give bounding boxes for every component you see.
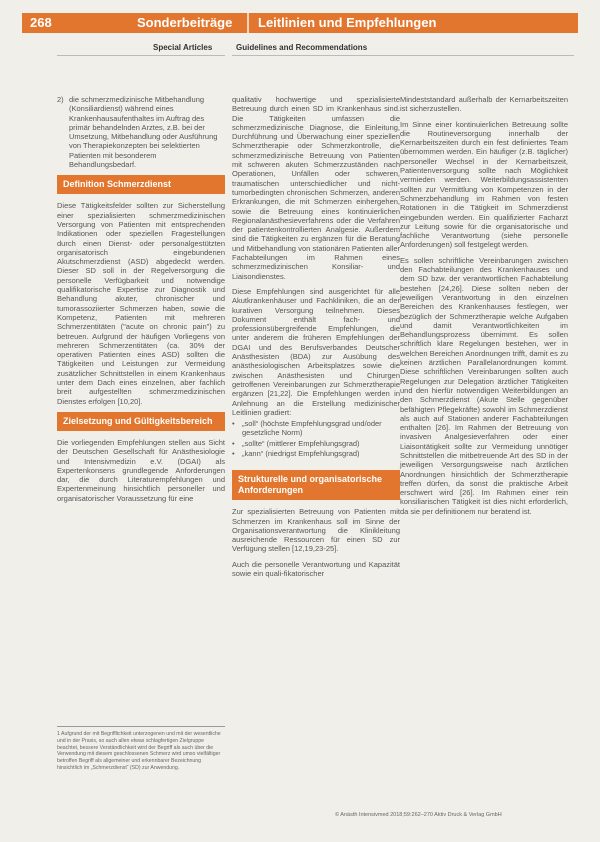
section-heading-scope: Zielsetzung und Gültigkeitsbereich bbox=[57, 412, 225, 431]
header-rule-left bbox=[57, 55, 225, 56]
column-3 bbox=[400, 95, 568, 522]
paragraph: Es sollen schriftliche Vereinbarungen zwischen den Fachabteilungen des Krankenhauses und dem SD bzw. der verantwortlichen Fachabteilung bestehen [24,26]. Diese sollten neben der jeweiligen Verantwortung in den einzelnen Bereichen des Krankenhauses festlegen, wer bezüglich der Schmerztherapie welche Aufgaben und damit Verantwortlichkeiten im Behandlungsprozess übernimmt. Es sollen schriftlich klare Regelungen bestehen, wer in welchen Bereichen Anordnungen trifft, damit es zu keinen ärztlichen Parallelanordnungen kommt. Diese schriftlichen Vereinbarungen sollten auch Regelungen zur Delegation ärztlicher Tätigkeiten und den hierfür notwendigen Weiterbildungen an den Schmerzdienst (Akute Stelle gegenüber befähigten Pflegekräfte) sowohl im Schmerzdienst als auch auf Stationen anderer Fachabteilungen enthalten [26]. Im Rahmen der Betreuung von invasiven Analgesieverfahren oder einer Liaisontätigkeit sollte zur Vermeidung unnötiger Schnittstellen die mitbetreuende Art des SD in der jeweiligen Versorgungsweise nach ärztlichen Anordnungen hinsichtlich der Schmerztherapie treffen dürfen, da sonst die praktische Arbeit erschwert wird [26]. Im Rahmen einer rein konsiliarischen Tätigkeit ist dies nicht erforderlich, da sie per definitionem nur beratend ist. bbox=[400, 255, 568, 516]
column-1 bbox=[57, 95, 225, 509]
copyright-footer: © Anästh Intensivmed 2018;59:262–270 Aktiv Druck & Verlag GmbH bbox=[335, 812, 502, 818]
list-item bbox=[232, 439, 400, 448]
bullet-icon: • bbox=[232, 448, 235, 458]
list-item bbox=[232, 449, 400, 458]
paragraph: Zur spezialisierten Betreuung von Patienten mit Schmerzen im Krankenhaus soll im Sinne der Organisationsverantwortung die Klinikleitung ausreichende Ressourcen für einen SD zur Verfügung stellen [12,19,23-25]. bbox=[232, 507, 400, 554]
section-heading-structural: Strukturelle und organisatorische Anforderungen bbox=[232, 470, 400, 500]
bullet-icon: • bbox=[232, 419, 235, 429]
list-item-text: „soll“ (höchste Empfehlungsgrad und/oder gesetzliche Norm) bbox=[242, 419, 382, 438]
sub-header-right: Guidelines and Recommendations bbox=[236, 43, 368, 52]
paragraph: qualitativ hochwertige und spezialisierte Betreuung durch einen SD im Krankenhaus sind. Die Tätigkeiten umfassen die schmerzmedizinische Diagnose, die Einleitung, Durchführung und Überwachung einer speziellen Schmerztherapie oder Schmerzkontrolle, die schmerzmedizinische Betreuung von Patienten mit schweren akuten Schmerzzuständen nach Operationen, Unfällen oder schweren, traumatischen unterschiedlicher und nicht-tumorbedingten chronischen Schmerzen, anderen Erkrankungen, die mit Schmerzen einhergehen, sowie die Betreuung eines kontinuierlichen Regionalanästhesieverfahrens oder die Verfahren der patientenkontrollierten Analgesie. Außerdem sind die Tätigkeiten zu ergänzen für die Beratung und Mitbehandlung von stationären Patienten aller Fachabteilungen im Rahmen eines schmerzmedizinischen Konsiliar- und Liaisondienstes. bbox=[232, 95, 400, 281]
column-2 bbox=[232, 95, 400, 584]
section-label: Sonderbeiträge bbox=[137, 15, 233, 30]
list-item-text: „kann“ (niedrigst Empfehlungsgrad) bbox=[242, 448, 360, 458]
section-heading-definition: Definition Schmerzdienst bbox=[57, 175, 225, 194]
page-header-bar bbox=[22, 13, 578, 33]
paragraph: Diese Tätigkeitsfelder sollten zur Sicherstellung einer spezialisierten schmerzmedizinischen Versorgung von Patienten mit entsprechenden Indikationen oder speziellen Fragestellungen durch einen Dienst- oder personalgestützten organisatorisch eingebundenen Akutschmerzdienst (ASD) abgedeckt werden. Dieser SD soll in der Regelversorgung die personelle Verfügbarkeit und notwendige qualifikatorische Expertise zur Diagnostik und Behandlung akuter, chronischer und tumorassoziierter Schmerzen haben, sowie die Kompetenz, Patienten mit mehreren Schmerzentitäten ("acute on chronic pain") zu betreuen. Aufgrund der häufigen Vorliegens von mehreren Schmerzentitäten (ca. 30% der operativen Patienten eines ASD) sollten die Tätigkeiten und Leistungen zur Vermeidung zusätzlicher Schnittstellen in einem Krankenhaus unter dem Dach eines einzelnen, aber fachlich breit aufgestellten schmerzmedizinischen Dienstes erfolgen [10,20]. bbox=[57, 201, 225, 406]
paragraph: Diese Empfehlungen sind ausgerichtet für alle Akutkrankenhäuser und Fachkliniken, die an der kurativen Versorgung teilnehmen. Dieses Dokument enthält fach- und professionsübergreifende Empfehlungen, die unter anderem die früheren Empfehlungen der DGAI und des Berufsverbandes Deutscher Anästhesisten (BDA) zur Ausübung des anästhesiologischen Arbeitsplatzes sowie die zwischen Anästhesisten und Chirurgen getroffenen Vereinbarungen zur Schmerztherapie ergänzen [21,22]. Die Empfehlungen werden in Anlehnung an die Erstellung medizinischer Leitlinien gradiert: bbox=[232, 286, 400, 417]
sub-header-left: Special Articles bbox=[153, 43, 213, 52]
paragraph: Auch die personelle Verantwortung und Kapazität sowie ein quali-fikatorischer bbox=[232, 559, 400, 579]
header-title: Leitlinien und Empfehlungen bbox=[258, 15, 437, 30]
list-item bbox=[57, 95, 225, 169]
header-divider bbox=[247, 13, 249, 33]
paragraph: Die vorliegenden Empfehlungen stellen aus Sicht der Deutschen Gesellschaft für Anästhesiologie und Intensivmedizin e.V. (DGAI) als Expertenkonsens grundlegende Anforderungen dar, die durch Literaturempfehlungen und Expertenmeinung hinsichtlich personeller und organisatorischer Voraussetzung für eine bbox=[57, 437, 225, 503]
header-rule-right bbox=[232, 55, 574, 56]
paragraph: Im Sinne einer kontinuierlichen Betreuung sollte die Routineversorgung innerhalb der Kernarbeitszeiten durch ein fest definiertes Team übernommen werden. Ein häufiger (z.B. täglicher) personeller Wechsel in der Kernarbeitszeit, Patientenversorgung sollte nach Möglichkeit vermieden werden. Weiterbildungsassistenten sollten zur Vermittlung von Kompetenzen in der Schmerzbehandlung im Rahmen von festen Rotationen in die Tätigkeit im Schmerzdienst eingebunden werden. Ein qualifizierter Facharzt zur Leitung sowie für die organisatorische und fachliche Verantwortung (siehe personelle Anforderungen) soll festgelegt werden. bbox=[400, 119, 568, 250]
list-item-text: die schmerzmedizinische Mitbehandlung (Konsiliardienst) während eines Krankenhausaufenthaltes im Auftrag des primär behandelnden Arztes, z.B. bei der Umsetzung, Mitbehandlung oder Ausführung von Therapiekonzepten bei selektierten Patienten mit besonderem Behandlungsbedarf. bbox=[69, 95, 218, 170]
page-number: 268 bbox=[30, 15, 52, 30]
list-marker: 2) bbox=[57, 95, 64, 104]
list-item-text: „sollte“ (mittlerer Empfehlungsgrad) bbox=[242, 438, 360, 448]
paragraph: Mindeststandard außerhalb der Kernarbeitszeiten ist sicherzustellen. bbox=[400, 95, 568, 114]
bullet-icon: • bbox=[232, 438, 235, 448]
footnote: 1 Aufgrund der mit Begrifflichkeit unterzogenen und mit der wesentliche und in der Praxis, so auch allen etwas schlagfertigen Zielgruppe beachtet, bessere Verständlichkeit wird der Begriff als auch über die Verwendung mit diesem geschlossenen Schmerz wird umso vielfältiger betroffen Begriff als allgemeiner und erkennbarer Bezeichnung hinsichtlich im „Schmerzdienst“ (SD) zur Anwendung. bbox=[57, 726, 225, 772]
list-item bbox=[232, 419, 400, 438]
